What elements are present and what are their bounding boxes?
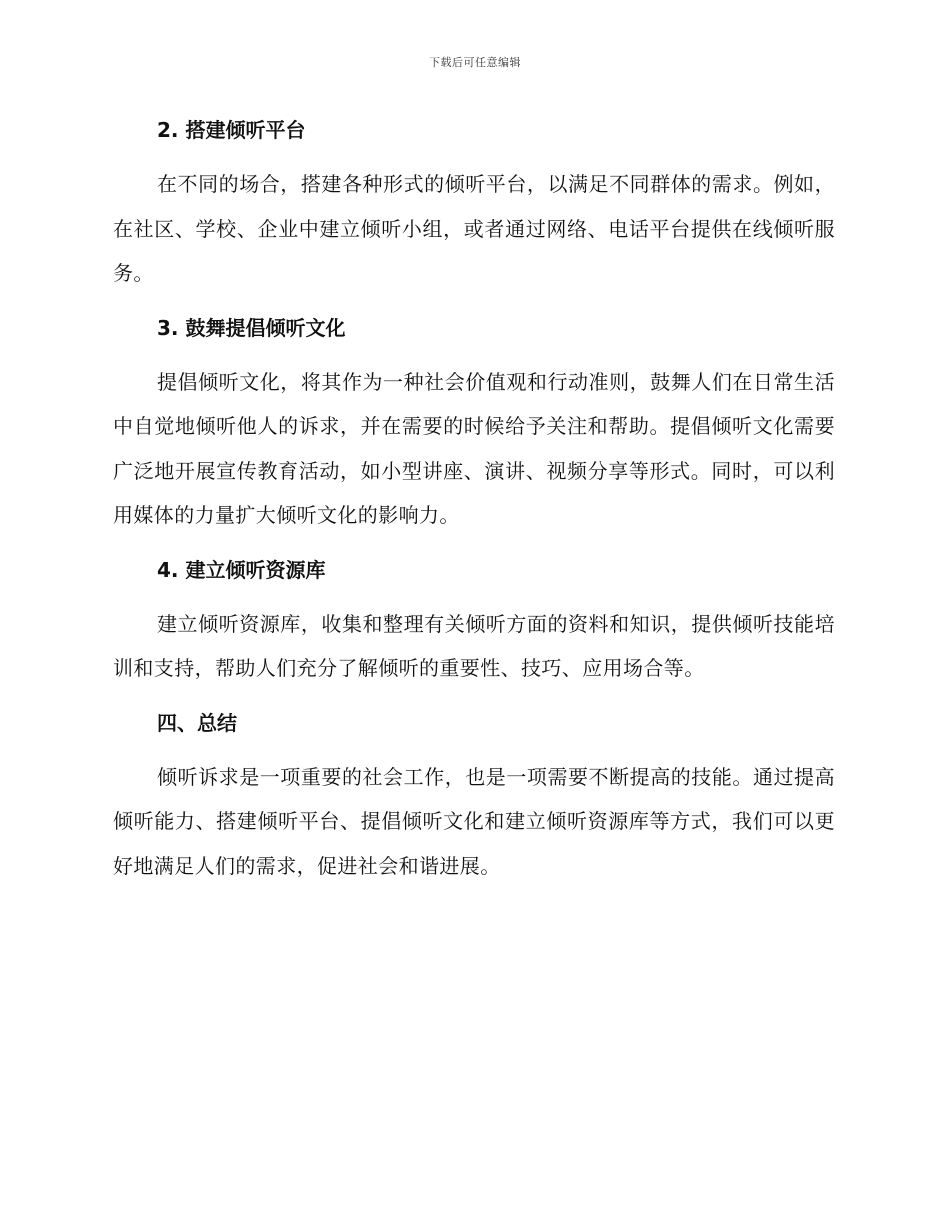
section-paragraph: 建立倾听资源库，收集和整理有关倾听方面的资料和知识，提供倾听技能培训和支持，帮助人们充分了解倾听的重要性、技巧、应用场合等。 bbox=[113, 611, 835, 680]
section-heading: 4. 建立倾听资源库 bbox=[157, 557, 326, 582]
section-heading: 2. 搭建倾听平台 bbox=[157, 118, 306, 142]
section-heading: 3. 鼓舞提倡倾听文化 bbox=[157, 315, 346, 340]
section-heading: 四、总结 bbox=[157, 710, 237, 735]
section-paragraph: 在不同的场合，搭建各种形式的倾听平台，以满足不同群体的需求。例如，在社区、学校、企业中建立倾听小组，或者通过网络、电话平台提供在线倾听服务。 bbox=[113, 172, 835, 285]
section-paragraph: 提倡倾听文化，将其作为一种社会价值观和行动准则，鼓舞人们在日常生活中自觉地倾听他人的诉求，并在需要的时候给予关注和帮助。提倡倾听文化需要广泛地开展宣传教育活动，如小型讲座、演讲、视频分享等形式。同时，可以利用媒体的力量扩大倾听文化的影响力。 bbox=[113, 369, 835, 527]
document-body bbox=[113, 110, 835, 900]
section-paragraph: 倾听诉求是一项重要的社会工作，也是一项需要不断提高的技能。通过提高倾听能力、搭建倾听平台、提倡倾听文化和建立倾听资源库等方式，我们可以更好地满足人们的需求，促进社会和谐进展。 bbox=[113, 764, 835, 878]
header-note: 下载后可任意编辑 bbox=[429, 56, 521, 69]
